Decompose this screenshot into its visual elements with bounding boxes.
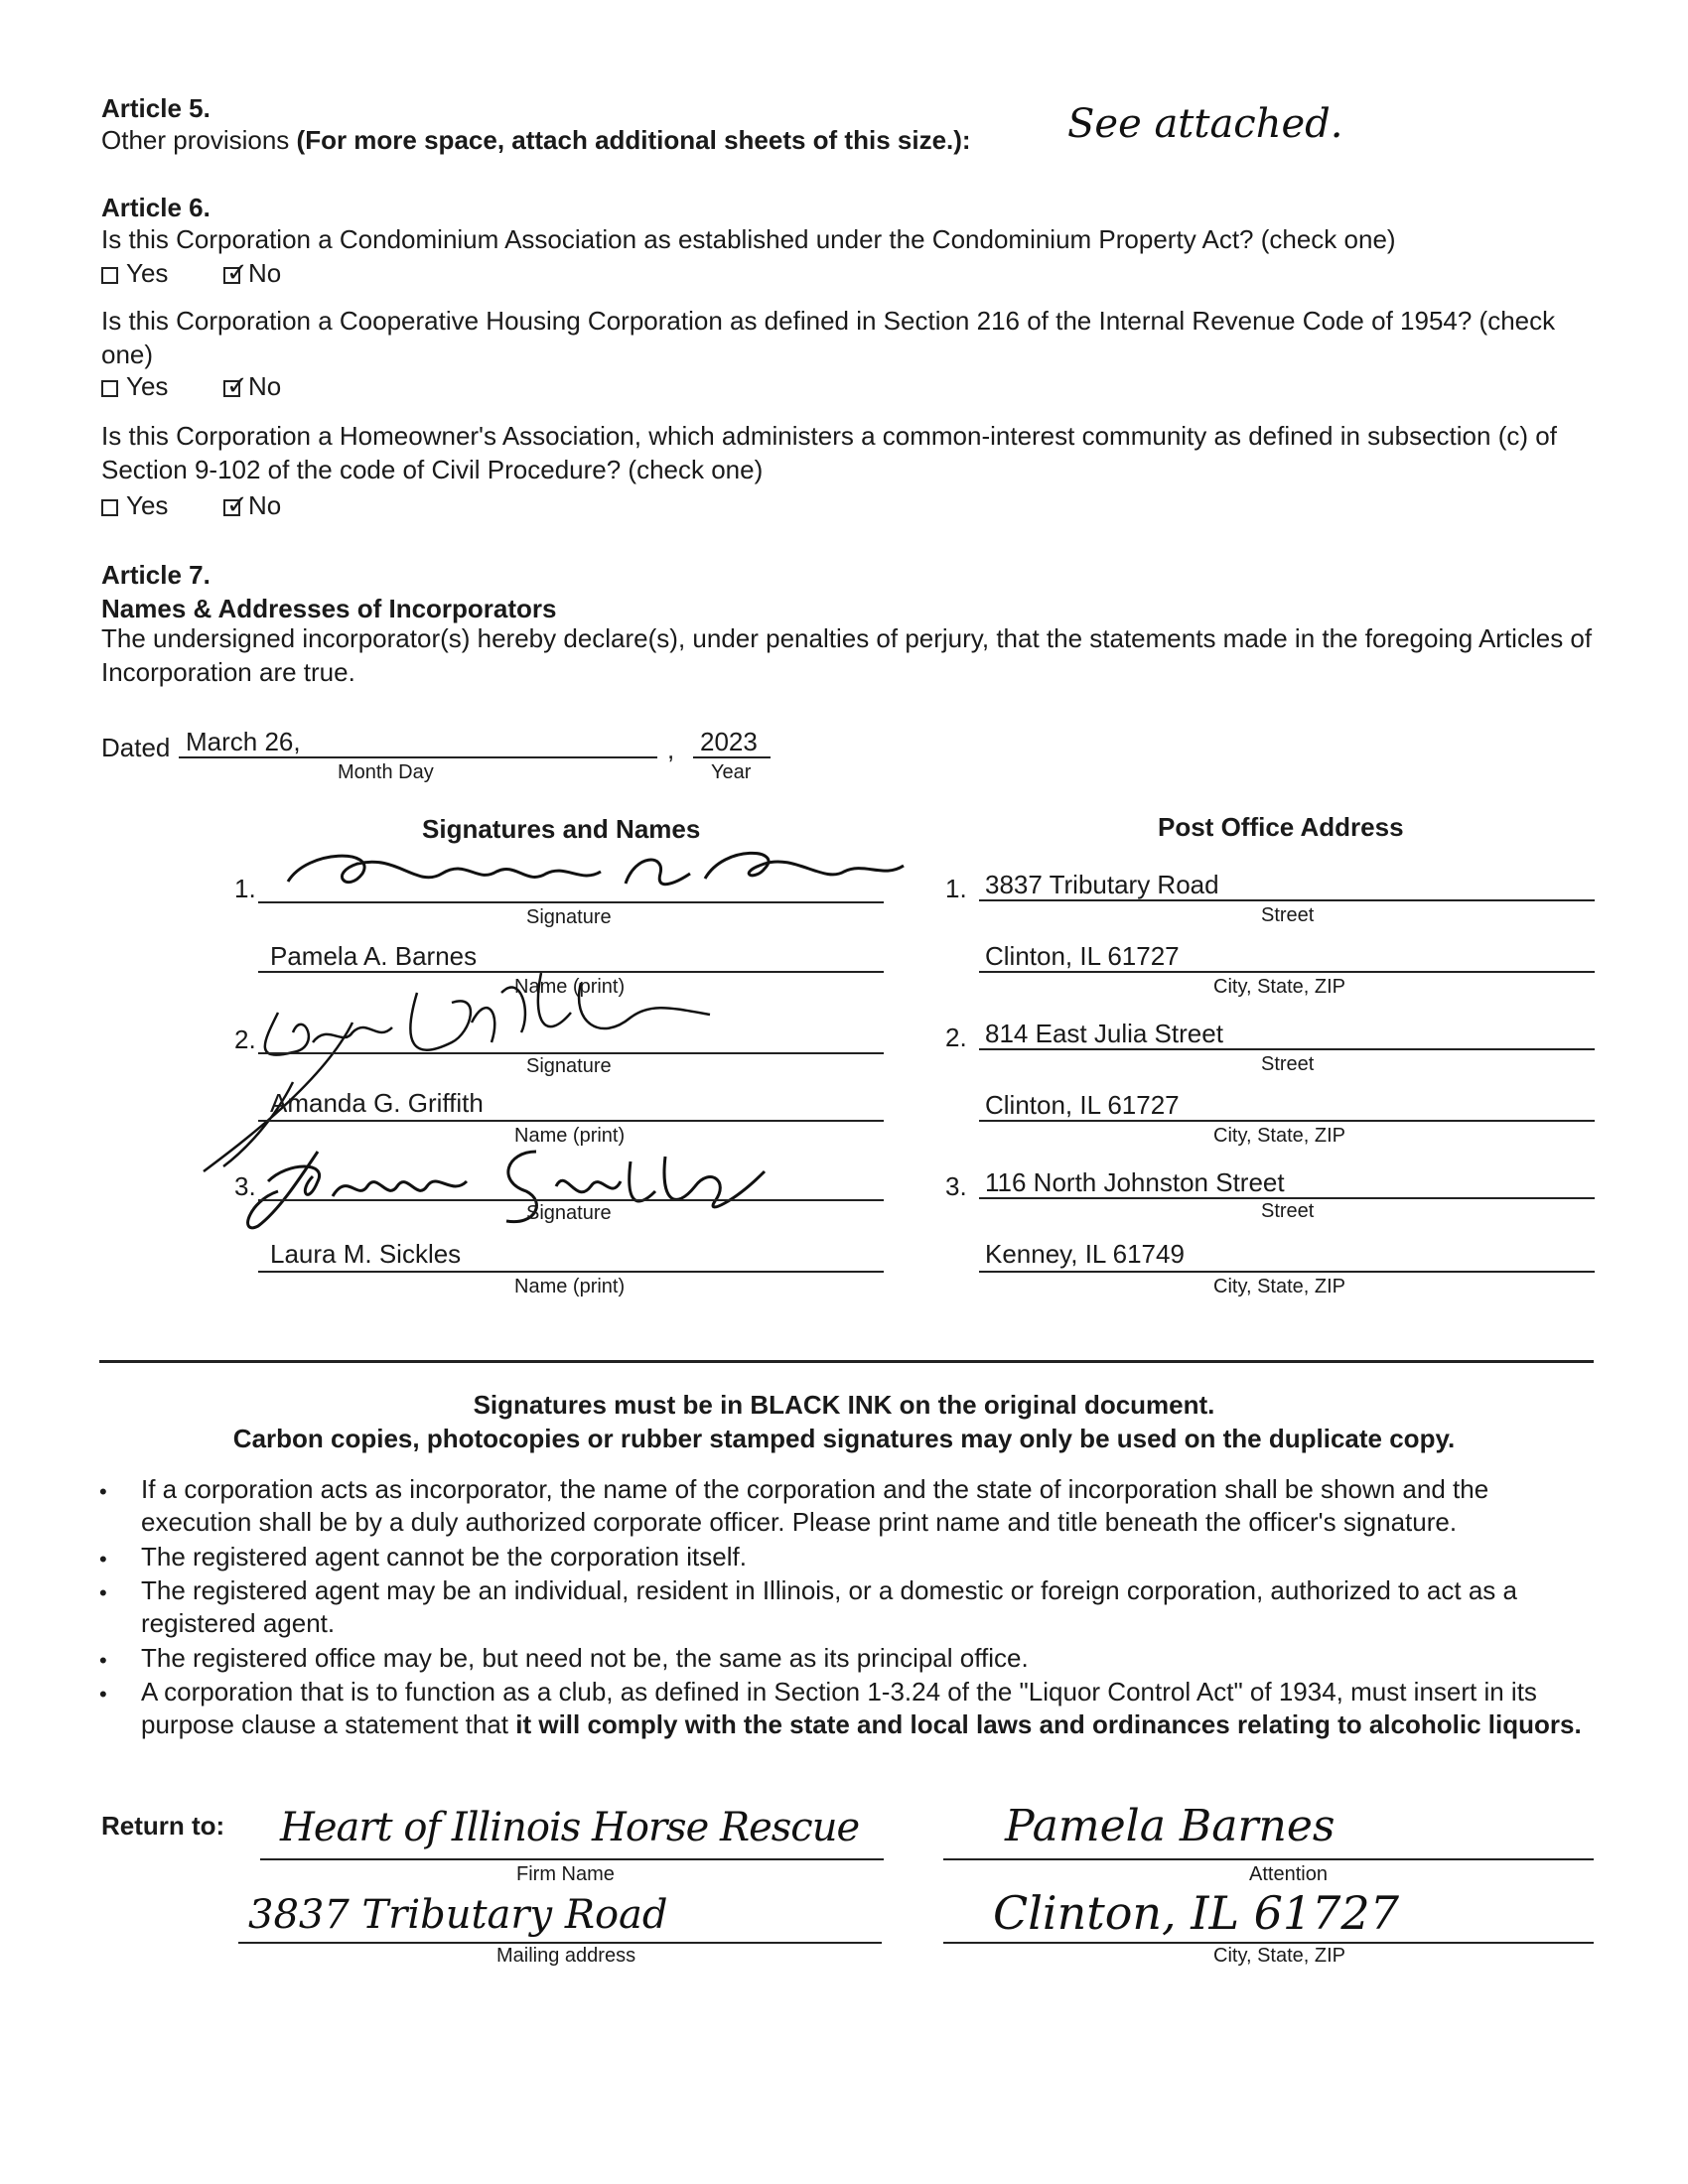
address-2-city-line	[979, 1120, 1595, 1122]
q1-no-checkbox[interactable]	[223, 257, 248, 287]
article6-question-1: Is this Corporation a Condominium Association as established under the Condominium Property Act? (check one)	[101, 224, 1396, 254]
return-city-state-zip[interactable]: Clinton, IL 61727	[993, 1886, 1399, 1940]
year-value[interactable]: 2023	[700, 727, 758, 756]
q3-no-option[interactable]	[223, 490, 281, 520]
year-caption: Year	[711, 761, 752, 783]
q1-no-option[interactable]	[223, 258, 281, 288]
article7-heading: Article 7.	[101, 560, 211, 590]
bullet-3: •	[99, 1580, 107, 1605]
incorporator-2-number: 2.	[234, 1024, 256, 1054]
bullet-5-text	[141, 1676, 1591, 1741]
incorporator-3-number: 3.	[234, 1171, 256, 1201]
incorporator-1-name[interactable]: Pamela A. Barnes	[270, 941, 478, 971]
q1-yes-label: Yes	[126, 258, 169, 288]
q3-yes-label: Yes	[126, 490, 169, 520]
bullet-4: •	[99, 1648, 107, 1673]
q2-yes-label: Yes	[126, 371, 169, 401]
return-attention-line	[943, 1858, 1594, 1860]
checkmark-icon: ✓	[226, 370, 248, 400]
article7-declaration: The undersigned incorporator(s) hereby declare(s), under penalties of perjury, that the statements made in the foregoing Articles of Incorporation are true.	[101, 623, 1593, 687]
incorporator-2-name-caption: Name (print)	[514, 1125, 626, 1147]
return-firm-caption: Firm Name	[516, 1863, 615, 1885]
incorporator-3-name-line	[258, 1271, 884, 1273]
incorporator-3-name-caption: Name (print)	[514, 1276, 626, 1297]
address-2-number: 2.	[945, 1023, 967, 1052]
address-1-street-caption: Street	[1261, 904, 1315, 926]
address-3-street-caption: Street	[1261, 1200, 1315, 1222]
q2-yes-option[interactable]	[101, 371, 168, 401]
return-attention-caption: Attention	[1249, 1863, 1328, 1885]
article6-question-2: Is this Corporation a Cooperative Housing Corporation as defined in Section 216 of the Internal Revenue Code of 1954? (check one)	[101, 306, 1556, 369]
q1-no-label: No	[248, 258, 282, 288]
q3-no-label: No	[248, 490, 282, 520]
article6-heading: Article 6.	[101, 193, 211, 222]
address-1-city-caption: City, State, ZIP	[1213, 976, 1345, 998]
address-1-street-line	[979, 899, 1595, 901]
incorporator-1-number: 1.	[234, 874, 256, 903]
address-1-city[interactable]: Clinton, IL 61727	[985, 941, 1180, 971]
post-office-address-header: Post Office Address	[1158, 812, 1404, 842]
date-month-day-value[interactable]: March 26,	[186, 727, 301, 756]
return-city-caption: City, State, ZIP	[1213, 1945, 1345, 1967]
article7-subheading: Names & Addresses of Incorporators	[101, 594, 557, 623]
address-3-city[interactable]: Kenney, IL 61749	[985, 1239, 1185, 1269]
signatures-names-header: Signatures and Names	[422, 814, 701, 844]
address-2-street[interactable]: 814 East Julia Street	[985, 1019, 1223, 1048]
checkmark-icon: ✓	[226, 489, 248, 519]
address-1-street[interactable]: 3837 Tributary Road	[985, 870, 1219, 899]
date-underline	[179, 756, 657, 758]
address-2-city-caption: City, State, ZIP	[1213, 1125, 1345, 1147]
q3-no-checkbox[interactable]	[223, 489, 248, 519]
q2-no-label: No	[248, 371, 282, 401]
date-comma: ,	[667, 735, 675, 764]
bullet-1-text: If a corporation acts as incorporator, the name of the corporation and the state of incorporation shall be shown and the execution shall be by a duly authorized corporate officer. Please print name and title beneath the officer's signature.	[141, 1474, 1489, 1537]
incorporator-2-name[interactable]: Amanda G. Griffith	[270, 1088, 484, 1118]
address-3-number: 3.	[945, 1171, 967, 1201]
bullet-1: •	[99, 1479, 107, 1504]
incorporator-3-signature	[238, 1132, 774, 1241]
address-2-street-line	[979, 1048, 1595, 1050]
q3-yes-checkbox[interactable]	[101, 499, 118, 516]
q1-yes-option[interactable]	[101, 258, 168, 288]
q2-yes-checkbox[interactable]	[101, 380, 118, 397]
address-1-number: 1.	[945, 874, 967, 903]
return-to-label: Return to:	[101, 1811, 225, 1841]
return-firm-line	[260, 1858, 884, 1860]
incorporator-1-signature-caption: Signature	[526, 906, 612, 928]
return-attention[interactable]: Pamela Barnes	[1005, 1801, 1336, 1851]
checkmark-icon: ✓	[226, 257, 248, 287]
q2-no-option[interactable]	[223, 371, 281, 401]
address-3-street[interactable]: 116 North Johnston Street	[985, 1167, 1285, 1197]
bullet-2: •	[99, 1547, 107, 1571]
year-underline	[693, 756, 771, 758]
article5-prompt-text: Other provisions	[101, 125, 297, 155]
bullet-5-bold: it will comply with the state and local laws and ordinances relating to alcoholic liquors.	[515, 1709, 1582, 1739]
incorporator-3-signature-caption: Signature	[526, 1202, 612, 1224]
q2-no-checkbox[interactable]	[223, 370, 248, 400]
incorporator-3-name[interactable]: Laura M. Sickles	[270, 1239, 462, 1269]
return-mailing-address[interactable]: 3837 Tributary Road	[248, 1892, 668, 1938]
address-2-city[interactable]: Clinton, IL 61727	[985, 1090, 1180, 1120]
incorporator-1-name-caption: Name (print)	[514, 976, 626, 998]
article6-question-3: Is this Corporation a Homeowner's Association, which administers a common-interest community as defined in subsection (c) of Section 9-102 of the code of Civil Procedure? (check one)	[101, 421, 1557, 484]
ink-notice: Signatures must be in BLACK INK on the original document.	[473, 1390, 1215, 1420]
q3-yes-option[interactable]	[101, 490, 168, 520]
article5-prompt-bold: (For more space, attach additional sheets of this size.):	[296, 125, 971, 155]
article5-handwritten-entry[interactable]: See attached.	[1067, 101, 1343, 147]
address-1-city-line	[979, 971, 1595, 973]
address-2-street-caption: Street	[1261, 1053, 1315, 1075]
incorporator-1-signature	[268, 844, 914, 903]
copies-notice: Carbon copies, photocopies or rubber stamped signatures may only be used on the duplicate copy.	[232, 1424, 1456, 1453]
address-3-city-caption: City, State, ZIP	[1213, 1276, 1345, 1297]
bullet-5-plain: A corporation that is to function as a club, as defined in Section 1-3.24 of the "Liquor Control Act" of 1934, must insert in its purpose clause a statement that	[141, 1677, 1537, 1739]
incorporator-2-name-line	[258, 1120, 884, 1122]
address-3-city-line	[979, 1271, 1595, 1273]
month-day-caption: Month Day	[338, 761, 434, 783]
bullet-4-text: The registered office may be, but need not be, the same as its principal office.	[141, 1643, 1029, 1673]
section-divider	[99, 1360, 1594, 1363]
bullet-5: •	[99, 1682, 107, 1706]
dated-label: Dated	[101, 733, 171, 762]
incorporator-1-signature-line	[258, 901, 884, 903]
bullet-2-text: The registered agent cannot be the corporation itself.	[141, 1542, 747, 1571]
incorporator-2-signature-caption: Signature	[526, 1055, 612, 1077]
bullet-3-text: The registered agent may be an individual, resident in Illinois, or a domestic or foreign corporation, authorized to act as a registered agent.	[141, 1575, 1517, 1638]
q1-yes-checkbox[interactable]	[101, 267, 118, 284]
return-mailing-caption: Mailing address	[496, 1945, 636, 1967]
article5-heading: Article 5.	[101, 93, 211, 123]
article5-prompt	[101, 123, 971, 157]
return-firm-name[interactable]: Heart of Illinois Horse Rescue	[280, 1805, 860, 1850]
